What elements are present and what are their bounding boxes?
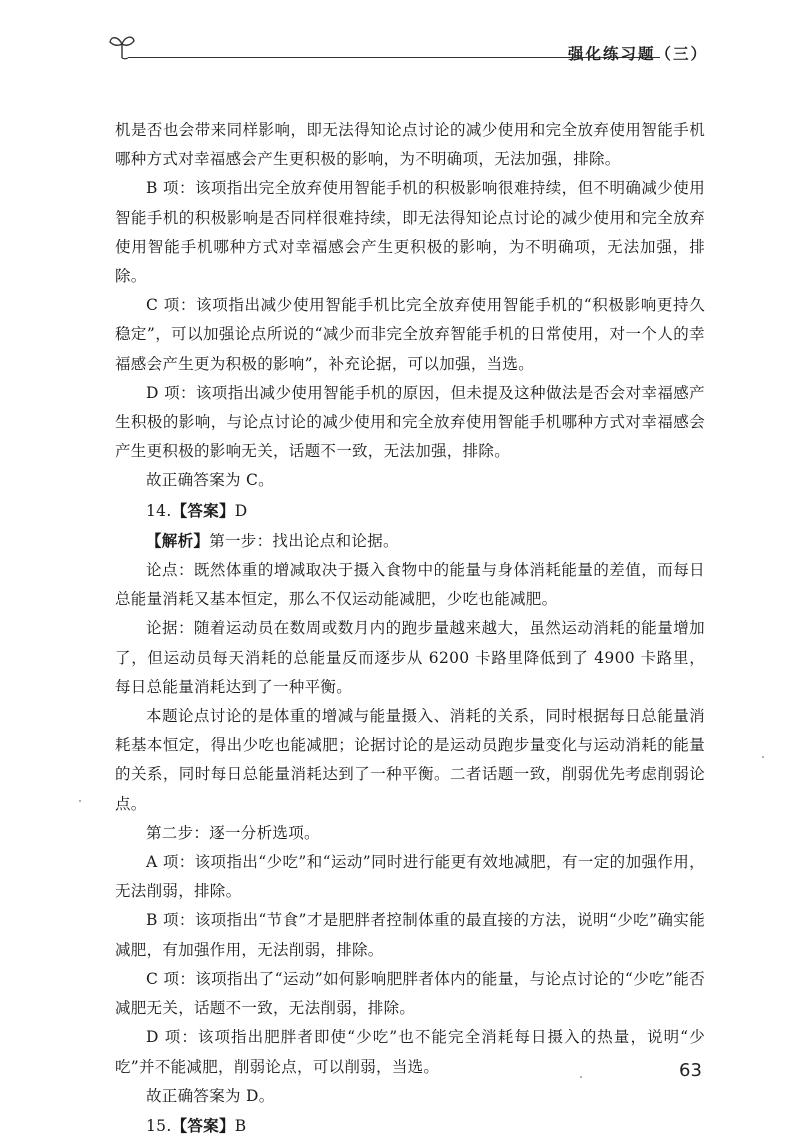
answer-tag: 【答案】 (171, 500, 235, 520)
page-number: 63 (679, 1060, 702, 1081)
sprout-icon (108, 28, 138, 64)
question-number: 14. (146, 501, 172, 520)
option-d-analysis: D 项：该项指出肥胖者即使“少吃”也不能完全消耗每日摄入的热量，说明“少吃”并不能减肥，削弱论点，可以削弱，当选。 (115, 1028, 705, 1076)
option-c-analysis: C 项：该项指出了“运动”如何影响肥胖者体内的能量，与论点讨论的“少吃”能否减肥无关，话题不一致，无法削弱，排除。 (115, 969, 705, 1018)
option-d-analysis: D 项：该项指出减少使用智能手机的原因，但未提及这种做法是否会对幸福感产生积极的影响，与论点讨论的减少使用和完全放弃使用智能手机哪种方式对幸福感会产生更积极的影响无关，话题不一致，无法加强，排除。 (115, 383, 705, 461)
evidence-paragraph: 论据：随着运动员在数周或数月内的跑步量越来越大，虽然运动消耗的能量增加了，但运动员每天消耗的总能量反而逐步从 6200 卡路里降低到了 4900 卡路里，每日总能量消耗达到了一种平衡。 (115, 619, 705, 696)
section-title: 强化练习题（三） (567, 45, 708, 63)
thesis-paragraph: 论点：既然体重的增减取决于摄入食物中的能量与身体消耗能量的差值，而每日总能量消耗又基本恒定，那么不仅运动能减肥，少吃也能减肥。 (115, 561, 705, 609)
topic-paragraph: 本题论点讨论的是体重的增减与能量摄入、消耗的关系，同时根据每日总能量消耗基本恒定，得出少吃也能减肥；论据讨论的是运动员跑步量变化与运动消耗的能量的关系，同时每日总能量消耗达到了一种平衡。二者话题一致，削弱优先考虑削弱论点。 (115, 707, 705, 813)
option-a-analysis: A 项：该项指出“少吃”和“运动”同时进行能更有效地减肥，有一定的加强作用，无法削弱，排除。 (115, 853, 705, 901)
scan-speck (580, 1076, 582, 1078)
scan-speck (762, 756, 764, 758)
page-body (115, 116, 705, 1141)
option-c-analysis: C 项：该项指出减少使用智能手机比完全放弃使用智能手机的“积极影响更持久稳定”，可以加强论点所说的“减少而非完全放弃智能手机的日常使用，对一个人的幸福感会产生更为积极的影响”，补充论据，可以加强，当选。 (115, 296, 705, 373)
answer-conclusion: 故正确答案为 C。 (146, 471, 274, 490)
option-b-analysis: B 项：该项指出“节食”才是肥胖者控制体重的最直接的方法，说明“少吃”确实能减肥，有加强作用，无法削弱，排除。 (115, 911, 705, 959)
answer-letter: B (234, 1116, 247, 1135)
option-b-analysis: B 项：该项指出完全放弃使用智能手机的积极影响很难持续，但不明确减少使用智能手机的积极影响是否同样很难持续，即无法得知论点讨论的减少使用和完全放弃使用智能手机哪种方式对幸福感会产生更积极的影响，为不明确项，无法加强，排除。 (115, 179, 705, 286)
scan-speck (79, 800, 81, 802)
answer-tag: 【答案】 (171, 1115, 235, 1135)
analysis-tag: 【解析】 (146, 530, 210, 550)
running-header (108, 28, 708, 68)
question-number: 15. (146, 1116, 172, 1135)
analysis-step-2: 第二步：逐一分析选项。 (146, 823, 320, 842)
question-14-answer (115, 496, 705, 526)
answer-letter: D (234, 501, 248, 520)
paragraph: 机是否也会带来同样影响，即无法得知论点讨论的减少使用和完全放弃使用智能手机哪种方式对幸福感会产生更积极的影响，为不明确项，无法加强，排除。 (115, 121, 705, 169)
analysis-step-1 (115, 526, 705, 556)
question-15-answer (115, 1111, 705, 1141)
answer-conclusion: 故正确答案为 D。 (146, 1086, 275, 1105)
step-text: 第一步：找出论点和论据。 (209, 531, 399, 550)
